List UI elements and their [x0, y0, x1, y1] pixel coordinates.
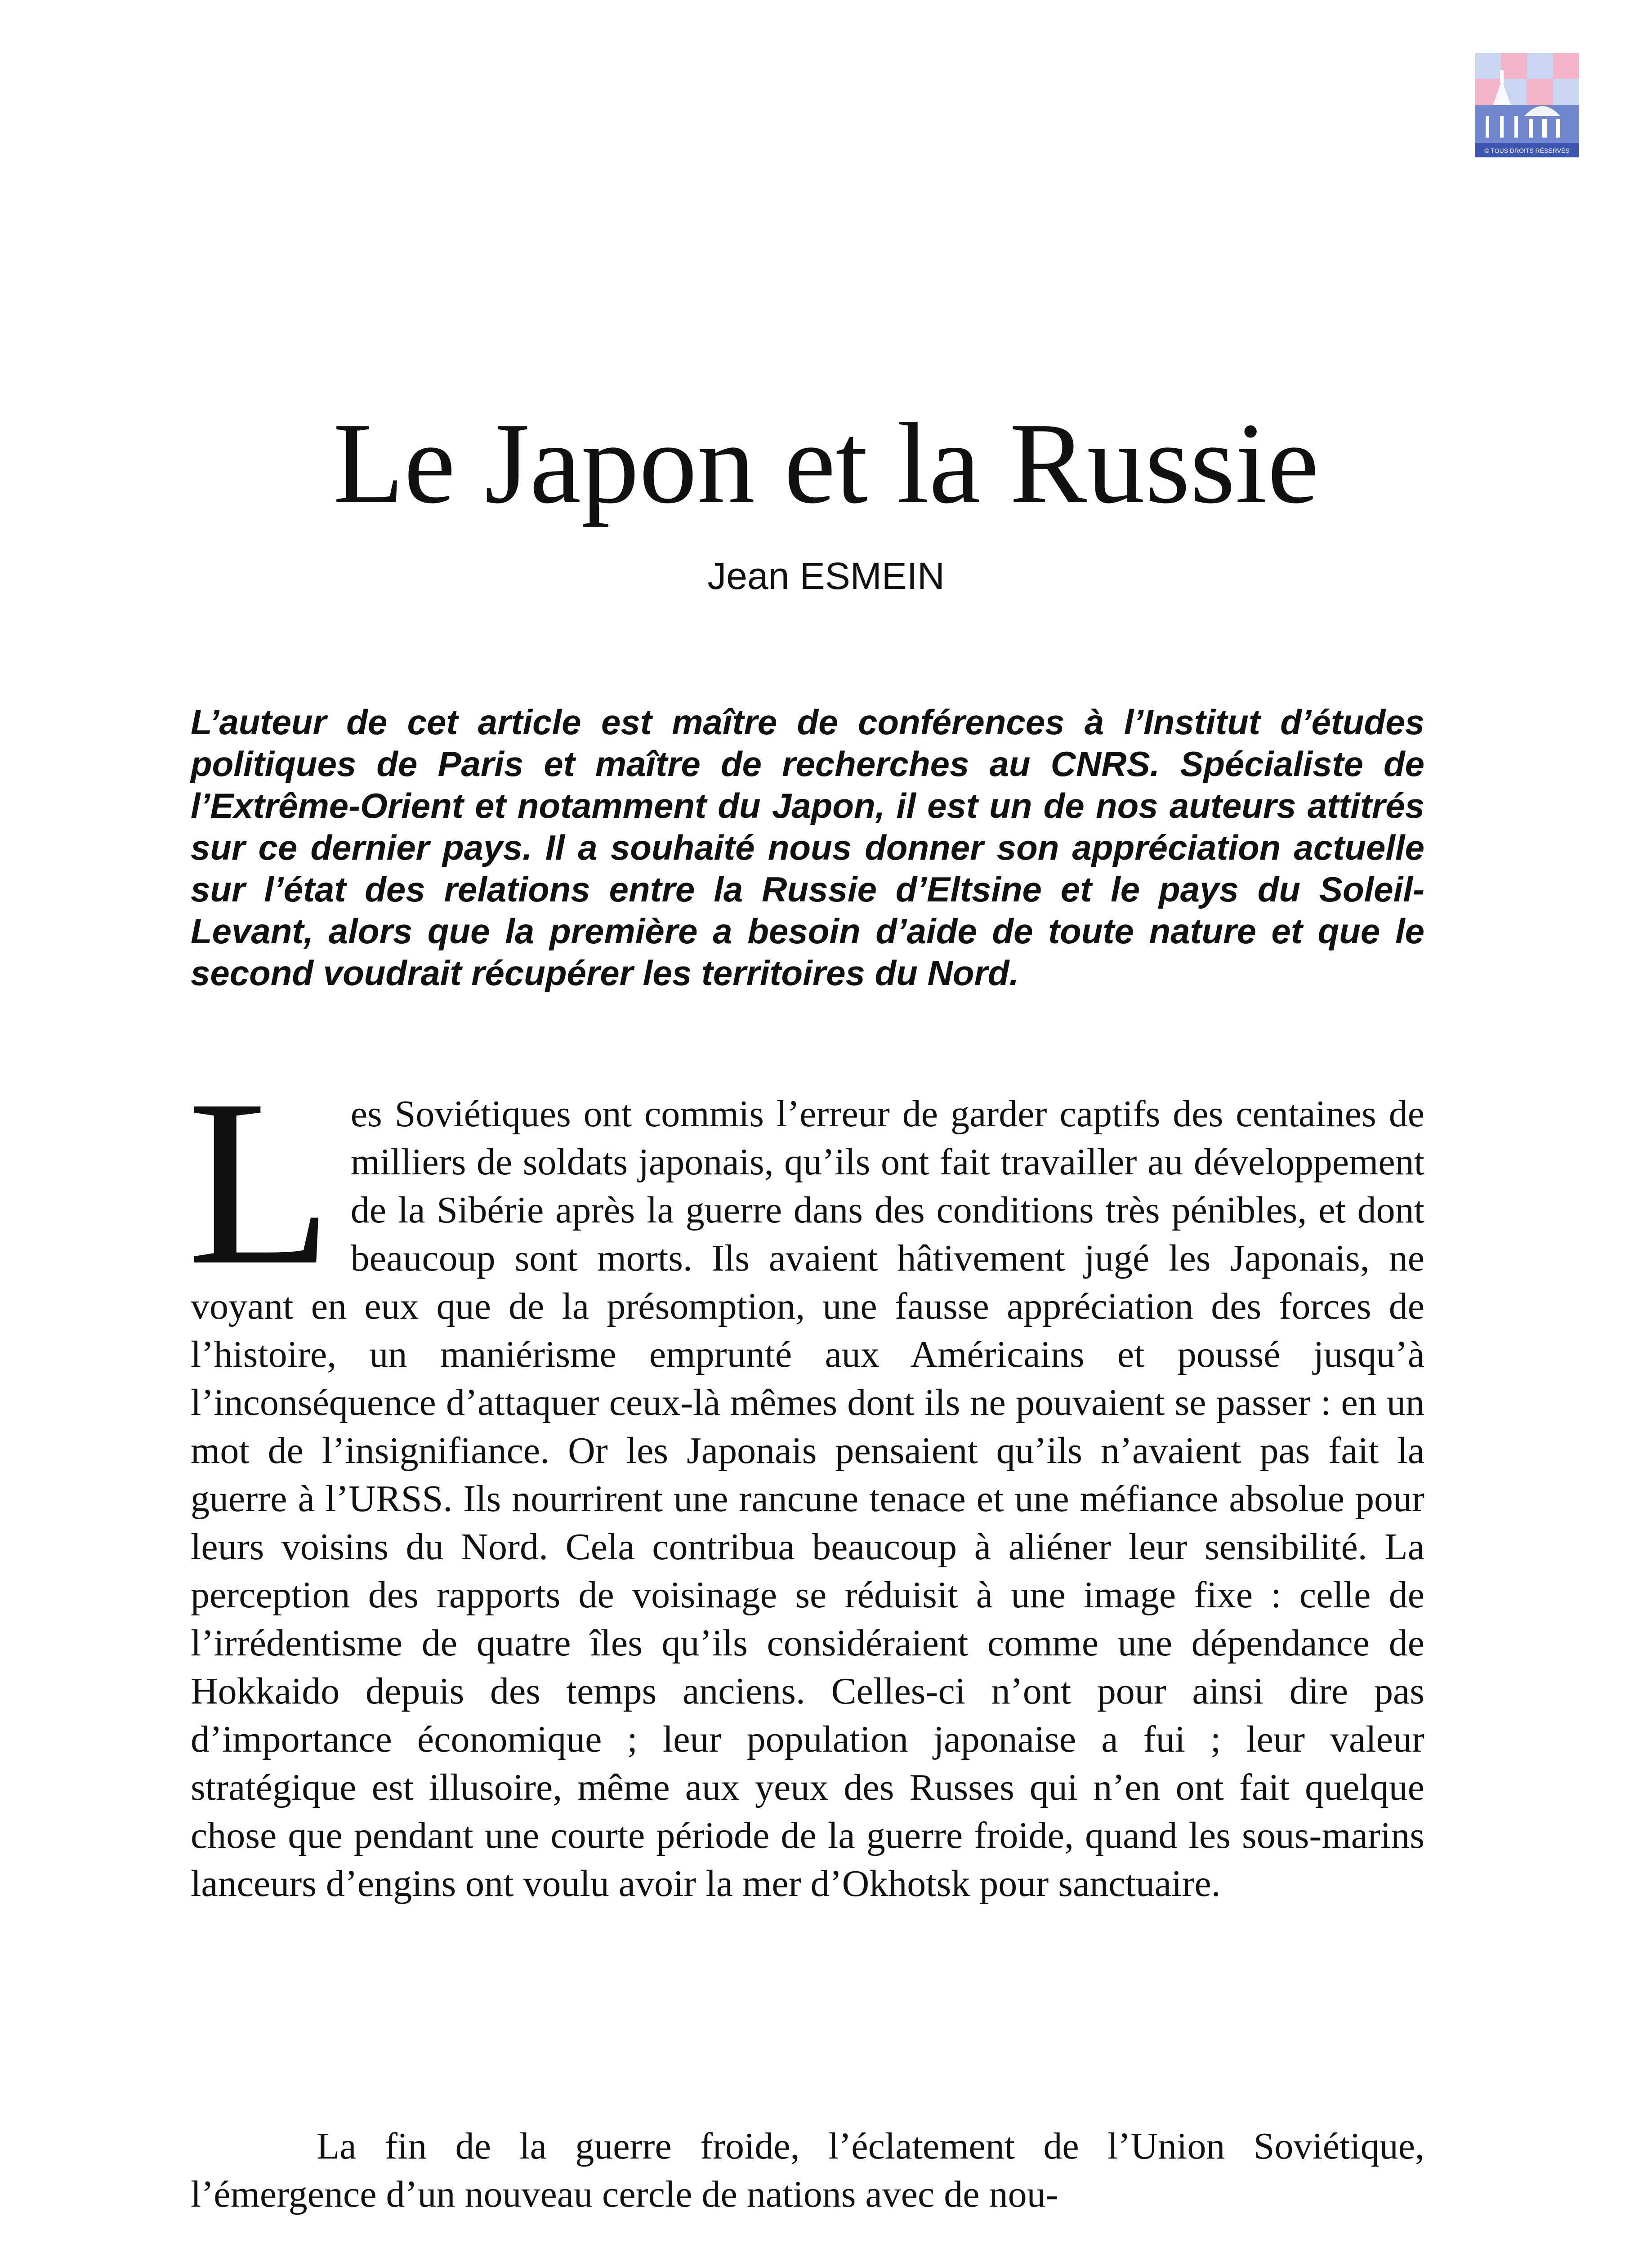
rights-reserved-logo — [1475, 53, 1579, 157]
article-paragraph-2: La fin de la guerre froide, l’éclatement de l’Union Soviétique, l’émergence d’un nouveau cercle de nations avec de nou- — [191, 2125, 1424, 2215]
building-rights-reserved-logo-icon — [1475, 53, 1579, 157]
article-author: Jean ESMEIN — [707, 555, 945, 597]
article-abstract: L’auteur de cet article est maître de conférences à l’Institut d’études politiques de Paris et maître de recherches au CNRS. Spécialiste de l’Extrême-Orient et notamment du Japon, il est un de nos auteurs attitrés sur ce dernier pays. Il a souhaité nous donner son appréciation actuelle sur l’état des relations entre la Russie d’Eltsine et le pays du Soleil-Levant, alors que la première a besoin d’aide de toute nature et que le second voudrait récupérer les territoires du Nord. — [191, 702, 1424, 993]
paragraph-1-text: es Soviétiques ont commis l’erreur de garder captifs des centaines de milliers de soldats japonais, qu’ils ont fait travailler au développement de la Sibérie après la guerre dans des conditions très pénibles, et dont beaucoup sont morts. Ils avaient hâtivement jugé les Japonais, ne voyant en eux que de la présomption, une fausse appréciation des forces de l’histoire, un maniérisme emprunté aux Américains et poussé jusqu’à l’inconséquence d’attaquer ceux-là mêmes dont ils ne pouvaient se passer : en un mot de l’insignifiance. Or les Japonais pensaient qu’ils n’avaient pas fait la guerre à l’URSS. Ils nourrirent une rancune tenace et une méfiance absolue pour leurs voisins du Nord. Cela contribua beaucoup à aliéner leur sensibilité. La perception des rapports de voisinage se réduisit à une image fixe : celle de l’irrédentisme de quatre îles qu’ils considéraient comme une dépendance de Hokkaido depuis des temps anciens. Celles-ci n’ont pour ainsi dire pas d’importance économique ; leur population japonaise a fui ; leur valeur stratégique est illusoire, même aux yeux des Russes qui n’en ont fait quelque chose que pendant une courte période de la guerre froide, quand les sous-marins lanceurs d’engins ont voulu avoir la mer d’Okhotsk pour sanctuaire. — [191, 1093, 1424, 1905]
article-paragraph-1 — [187, 1050, 1424, 1908]
svg-text:© TOUS DROITS RÉSERVÉS: © TOUS DROITS RÉSERVÉS — [1484, 147, 1570, 154]
article-title: Le Japon et la Russie — [333, 399, 1319, 527]
drop-cap: L — [187, 1050, 333, 1314]
